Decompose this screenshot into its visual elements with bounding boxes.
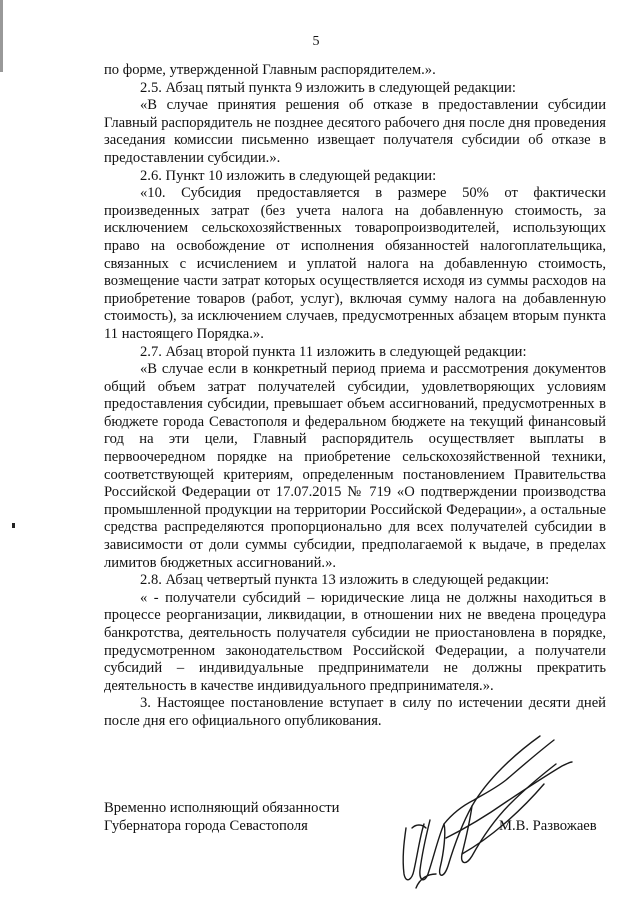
signatory-name: М.В. Развожаев [499, 818, 597, 834]
paragraph-p4: 2.6. Пункт 10 изложить в следующей редакции: [140, 167, 437, 184]
paragraph-p8: 2.8. Абзац четвертый пункта 13 изложить в следующей редакции: [140, 572, 550, 589]
paragraph-p7: «В случае если в конкретный период приема и рассмотрения документов общий объем затрат получателей субсидии, удовлетворяющих условиям предоставления субсидии, превышает объем ассигнований, предусмотренных в бюджете города Севастополя и федеральном бюджете на текущий финансовый год на эти цели, Главный распорядитель осуществляет выплаты в первоочередном порядке на приобретение сельскохозяйственной техники, соответствующей критериям, определенным постановлением Правительства Российской Федерации от 17.07.2015 № 719 «О подтверждении производства промышленной продукции на территории Российской Федерации», а остальные средства распределяются пропорционально для всех получателей субсидии в зависимости от доли суммы субсидии, предполагаемой к выдаче, в пределах лимитов бюджетных ассигнований.». [104, 361, 606, 571]
paragraph-p5: «10. Субсидия предоставляется в размере 50% от фактически произведенных затрат (без учета налога на добавленную стоимость, за исключением сельскохозяйственных товаропроизводителей, использующих право на освобождение от исполнения обязанностей налогоплательщика, связанных с исчислением и уплатой налога на добавленную стоимость, возмещение части затрат которых осуществляется исходя из суммы расходов на приобретение товаров (работ, услуг), включая сумму налога на добавленную стоимость), за исключением случаев, предусмотренных абзацем вторым пункта 11 настоящего Порядка.». [104, 185, 606, 342]
paragraph-p10: 3. Настоящее постановление вступает в силу по истечении десяти дней после дня его официального опубликования. [104, 695, 606, 729]
paragraph-p1: по форме, утвержденной Главным распорядителем.». [104, 62, 436, 78]
paragraph-p9: « - получатели субсидий – юридические лица не должны находиться в процессе реорганизации, ликвидации, в отношении них не введена процедура банкротства, деятельность получателя субсидии не приостановлена в порядке, предусмотренном законодательством Российской Федерации, а получатели субсидий – индивидуальные предприниматели не должны прекратить деятельность в качестве индивидуального предпринимателя.». [104, 589, 606, 694]
signatory-position-line1: Временно исполняющий обязанности [104, 800, 340, 816]
signatory-position-line2: Губернатора города Севастополя [104, 817, 308, 834]
page-number: 5 [312, 34, 320, 49]
handwritten-signature [386, 728, 596, 898]
document-body [104, 62, 606, 731]
paragraph-p2: 2.5. Абзац пятый пункта 9 изложить в следующей редакции: [140, 79, 516, 96]
scan-artifact [12, 523, 15, 528]
paragraph-p6: 2.7. Абзац второй пункта 11 изложить в следующей редакции: [140, 343, 527, 360]
paragraph-p3: «В случае принятия решения об отказе в предоставлении субсидии Главный распорядитель не позднее десятого рабочего дня после дня проведения заседания комиссии письменно извещает получателя субсидии об отказе в предоставлении субсидии.». [104, 97, 606, 166]
signatory-position [104, 800, 339, 835]
